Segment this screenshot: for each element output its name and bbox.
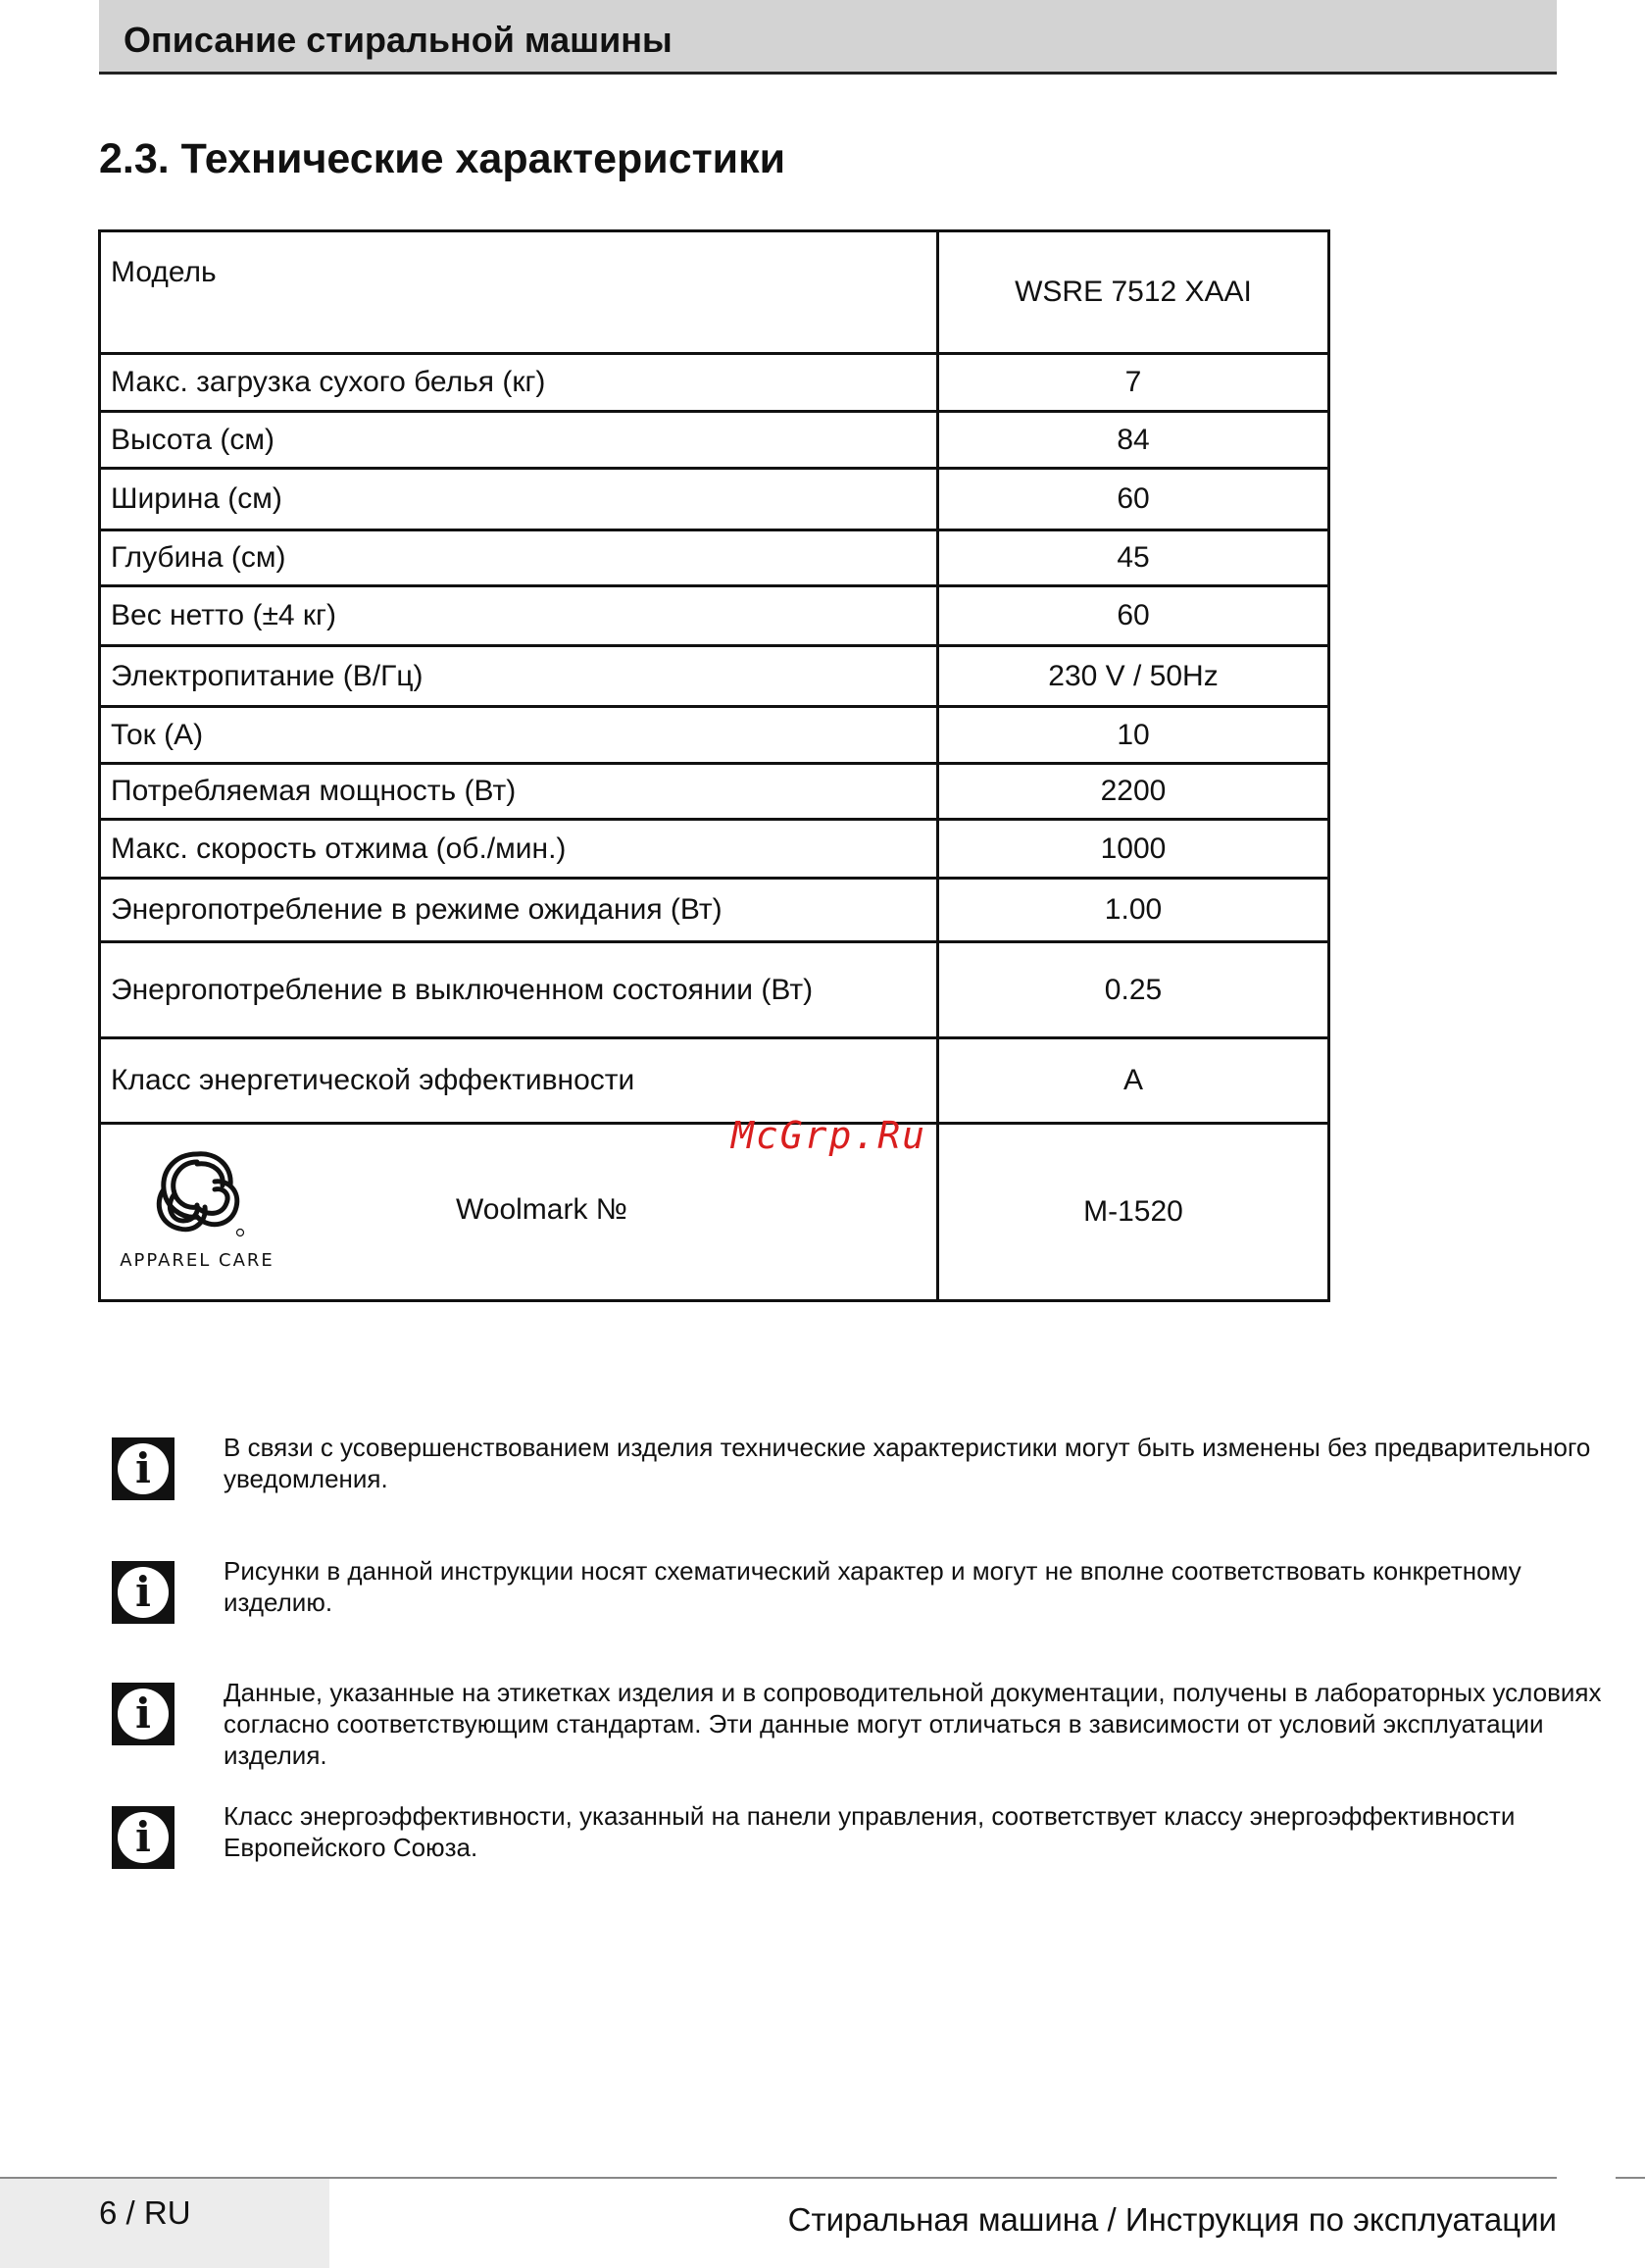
table-row <box>100 586 1329 646</box>
spec-label: Макс. скорость отжима (об./мин.) <box>100 820 938 879</box>
footer-divider-right <box>1616 2177 1645 2179</box>
section-title: 2.3. Технические характеристики <box>99 135 786 182</box>
woolmark-logo <box>119 1146 275 1271</box>
table-row <box>100 942 1329 1038</box>
spec-label: Электропитание (В/Гц) <box>100 646 938 707</box>
spec-label: Макс. загрузка сухого белья (кг) <box>100 354 938 412</box>
spec-value: 2200 <box>938 764 1329 820</box>
table-row-woolmark <box>100 1124 1329 1301</box>
apparel-care-caption: APPAREL CARE <box>120 1250 274 1271</box>
note-text: Класс энергоэффективности, указанный на панели управления, соответствует классу энергоэффективности Европейского Союза. <box>224 1801 1516 1862</box>
spec-value: 7 <box>938 354 1329 412</box>
table-row <box>100 764 1329 820</box>
spec-label: Высота (см) <box>100 412 938 469</box>
spec-value: 84 <box>938 412 1329 469</box>
watermark: McGrp.Ru <box>731 1114 927 1157</box>
table-row <box>100 530 1329 586</box>
spec-label: Глубина (см) <box>100 530 938 586</box>
spec-label: Энергопотребление в режиме ожидания (Вт) <box>100 879 938 942</box>
table-row <box>100 354 1329 412</box>
spec-label: Потребляемая мощность (Вт) <box>100 764 938 820</box>
spec-value: 230 V / 50Hz <box>938 646 1329 707</box>
model-value: WSRE 7512 XAAI <box>938 231 1329 354</box>
woolmark-icon <box>146 1146 248 1240</box>
page-header <box>99 0 1557 75</box>
spec-label: Класс энергетической эффективности <box>100 1038 938 1124</box>
table-row-model <box>100 231 1329 354</box>
spec-value: 1.00 <box>938 879 1329 942</box>
spec-value: 1000 <box>938 820 1329 879</box>
spec-label: Вес нетто (±4 кг) <box>100 586 938 646</box>
info-icon: i <box>112 1561 174 1624</box>
note-text: В связи с усовершенствованием изделия технические характеристики могут быть изменены без предварительного уведомления. <box>224 1433 1591 1493</box>
spec-value: 10 <box>938 707 1329 764</box>
spec-value: 0.25 <box>938 942 1329 1038</box>
table-row <box>100 707 1329 764</box>
spec-label: Энергопотребление в выключенном состоянии (Вт) <box>100 942 938 1038</box>
info-icon: i <box>112 1683 174 1745</box>
woolmark-label: Woolmark № <box>456 1193 627 1226</box>
table-row <box>100 879 1329 942</box>
table-row <box>100 646 1329 707</box>
woolmark-value: M-1520 <box>938 1124 1329 1301</box>
info-icon: i <box>112 1806 174 1869</box>
spec-value: 60 <box>938 586 1329 646</box>
note-text: Рисунки в данной инструкции носят схематический характер и могут не вполне соответствовать конкретному изделию. <box>224 1556 1521 1617</box>
table-row <box>100 469 1329 530</box>
footer-title: Стиральная машина / Инструкция по эксплуатации <box>787 2201 1557 2238</box>
spec-value: 45 <box>938 530 1329 586</box>
spec-label: Ширина (см) <box>100 469 938 530</box>
header-title: Описание стиральной машины <box>124 20 673 60</box>
spec-value: 60 <box>938 469 1329 530</box>
note-text: Данные, указанные на этикетках изделия и в сопроводительной документации, получены в лабораторных условиях согласно соответствующим стандартам. Эти данные могут отличаться в зависимости от условий эксплуатации изделия. <box>224 1678 1602 1770</box>
page-number: 6 / RU <box>99 2194 191 2231</box>
table-row <box>100 820 1329 879</box>
specs-table <box>98 229 1330 1302</box>
table-row <box>100 1038 1329 1124</box>
spec-label: Ток (A) <box>100 707 938 764</box>
info-icon: i <box>112 1437 174 1500</box>
spec-value: A <box>938 1038 1329 1124</box>
model-label: Модель <box>100 231 938 354</box>
table-row <box>100 412 1329 469</box>
